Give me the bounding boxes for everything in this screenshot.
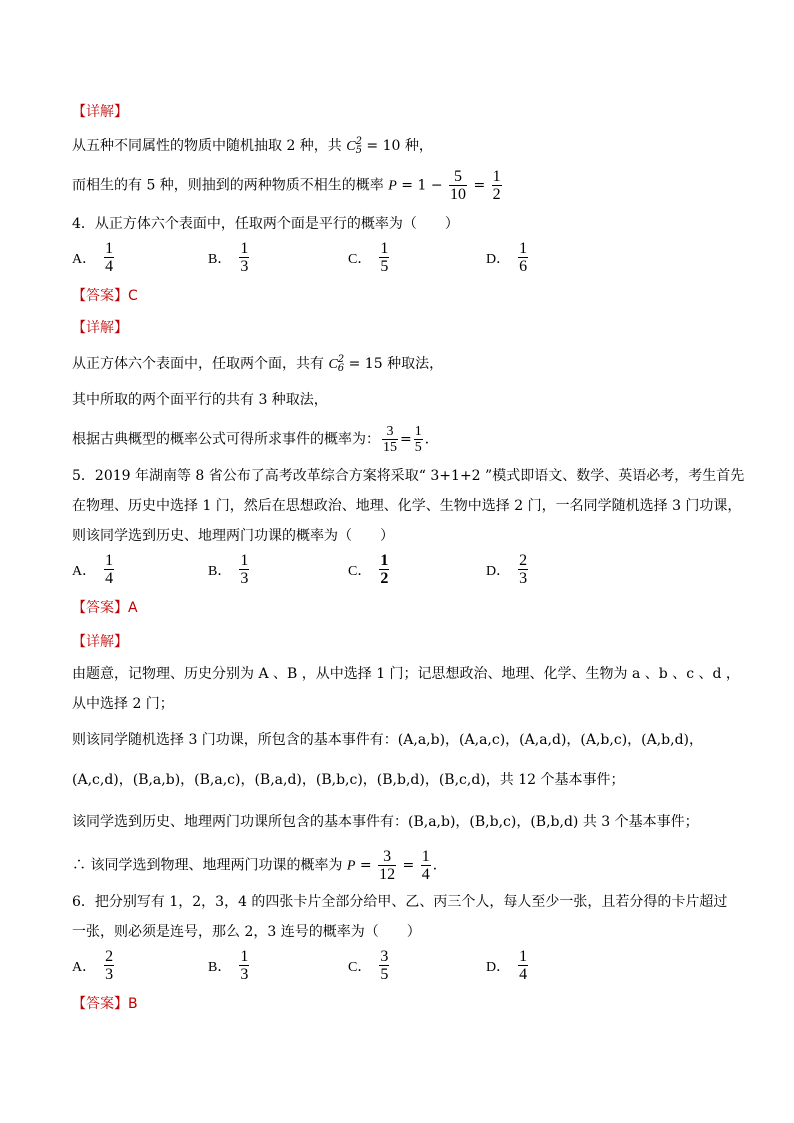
- fraction: [379, 240, 389, 275]
- fraction: [104, 552, 114, 587]
- q6-option-d[interactable]: [486, 948, 530, 983]
- text: =: [469, 177, 490, 194]
- q5-detail-line2: 从中选择 2 门；: [72, 696, 174, 712]
- q5-detail-label: [72, 632, 128, 652]
- fraction: [518, 552, 528, 587]
- num: 1: [240, 948, 249, 965]
- q4-detail-line1: [72, 354, 443, 375]
- fraction: [239, 552, 249, 587]
- prob-symbol: P: [346, 858, 356, 874]
- den: 12: [379, 866, 396, 883]
- num: 3: [382, 424, 398, 440]
- text: ∴ 该同学选到物理、地理两门功课的概率为: [72, 857, 347, 874]
- q5-option-b[interactable]: [208, 552, 251, 587]
- num: 3: [380, 948, 389, 965]
- text: ．: [432, 857, 447, 874]
- q5-stem-line2: 在物理、历史中选择 1 门，然后在思想政治、地理、化学、生物中选择 2 门，一名同学随机选择 3 门功课，: [72, 498, 742, 514]
- den: 15: [383, 440, 397, 455]
- detail-label-q3: [72, 102, 128, 122]
- q5-option-a[interactable]: [72, 552, 116, 587]
- den: 3: [519, 570, 528, 587]
- sub: 6: [337, 363, 345, 374]
- num: 1: [414, 424, 422, 439]
- option-label: B．: [208, 563, 232, 579]
- num: 2: [105, 948, 114, 965]
- q5-detail-line4: (A,c,d)，(B,a,b)，(B,a,c)，(B,a,d)，(B,b,c)，(B,b,d)，(B,c,d)，共 12 个基本事件；: [72, 772, 625, 788]
- fraction: [379, 948, 389, 983]
- den: 6: [519, 258, 528, 275]
- text: 从正方体六个表面中，任取两个面，共有: [72, 356, 329, 372]
- sup: 2: [337, 354, 345, 365]
- num: 1: [240, 240, 249, 257]
- den: 3: [105, 966, 114, 983]
- q4-option-a[interactable]: [72, 240, 116, 275]
- option-label: C．: [348, 563, 372, 579]
- q5-detail-line1: 由题意，记物理、历史分别为 A 、B ，从中选择 1 门；记思想政治、地理、化学、生物为 a 、b 、c 、d ，: [72, 666, 740, 682]
- detail-tag: 【详解】: [72, 104, 128, 120]
- num: 1: [519, 948, 528, 965]
- text: = 15 种取法，: [344, 356, 444, 372]
- q6-option-a[interactable]: [72, 948, 116, 983]
- fraction: [518, 240, 528, 275]
- den: 2: [380, 570, 389, 587]
- num: 1: [105, 240, 114, 257]
- den: 4: [519, 966, 528, 983]
- text: =: [398, 857, 419, 874]
- detail-tag: 【详解】: [72, 634, 128, 650]
- fraction: [379, 552, 389, 587]
- q5-detail-line3: 则该同学随机选择 3 门功课，所包含的基本事件有：(A,a,b)，(A,a,c)，(A,a,d)，(A,b,c)，(A,b,d)，: [72, 732, 704, 748]
- q5-detail-line5: 该同学选到历史、地理两门功课所包含的基本事件有：(B,a,b)，(B,b,c)，(B,b,d) 共 3 个基本事件；: [72, 814, 699, 830]
- q4-detail-line2: 其中所取的两个面平行的共有 3 种取法，: [72, 392, 328, 408]
- combination-symbol: C: [346, 139, 356, 154]
- answer-value: C: [128, 288, 138, 304]
- option-label: D．: [486, 959, 511, 975]
- q6-option-c[interactable]: [348, 948, 391, 983]
- q5-option-c[interactable]: [348, 552, 391, 587]
- text: 根据古典概型的概率公式可得所求事件的概率为：: [72, 431, 380, 448]
- text: = 1 −: [396, 177, 447, 194]
- num: 1: [519, 240, 528, 257]
- option-label: C．: [348, 959, 372, 975]
- num: 2: [519, 552, 528, 569]
- q4-stem: 4．从正方体六个表面中，任取两个面是平行的概率为（ ）: [72, 216, 459, 232]
- fraction: [382, 424, 398, 455]
- answer-value: A: [128, 600, 138, 616]
- q5-stem-line1: 5．2019 年湖南等 8 省公布了高考改革综合方案将采取“ 3+1+2 ”模式即语文、数学、英语必考，考生首先: [72, 468, 745, 484]
- q4-detail-label: [72, 318, 128, 338]
- combination-symbol: C: [328, 357, 338, 372]
- option-label: A．: [72, 959, 97, 975]
- den: 2: [492, 186, 501, 203]
- den: 10: [450, 186, 466, 203]
- num: 3: [378, 848, 396, 866]
- num: 1: [380, 240, 389, 257]
- fraction: [449, 168, 467, 203]
- fraction: [421, 848, 431, 883]
- den: 3: [240, 570, 249, 587]
- q6-answer: [72, 994, 138, 1014]
- fraction: [518, 948, 528, 983]
- text: 而相生的有 5 种，则抽到的两种物质不相生的概率: [72, 177, 389, 194]
- q5-detail-line6: [72, 848, 447, 883]
- fraction: [378, 848, 396, 883]
- q3-detail-line1: [72, 136, 433, 157]
- answer-value: B: [128, 996, 138, 1012]
- fraction: [492, 168, 502, 203]
- option-label: B．: [208, 959, 232, 975]
- den: 4: [105, 258, 114, 275]
- q4-option-b[interactable]: [208, 240, 251, 275]
- num: 1: [421, 848, 430, 865]
- den: 3: [240, 258, 249, 275]
- den: 4: [105, 570, 114, 587]
- q4-option-c[interactable]: [348, 240, 391, 275]
- text: = 10 种，: [361, 138, 433, 154]
- answer-tag: 【答案】: [72, 996, 128, 1012]
- prob-symbol: P: [388, 178, 397, 194]
- option-label: A．: [72, 563, 97, 579]
- fraction: [239, 948, 249, 983]
- fraction: [104, 240, 114, 275]
- text: =: [400, 431, 412, 448]
- q5-stem-line3: 则该同学选到历史、地理两门功课的概率为（ ）: [72, 528, 394, 544]
- num: 1: [380, 552, 389, 569]
- answer-tag: 【答案】: [72, 600, 128, 616]
- den: 3: [240, 966, 249, 983]
- fraction: [104, 948, 114, 983]
- den: 5: [380, 966, 389, 983]
- text: ．: [424, 431, 439, 448]
- q6-option-b[interactable]: [208, 948, 251, 983]
- den: 5: [414, 440, 422, 455]
- answer-tag: 【答案】: [72, 288, 128, 304]
- text: =: [355, 857, 377, 874]
- q5-answer: [72, 598, 138, 618]
- den: 4: [421, 866, 430, 883]
- q4-option-d[interactable]: [486, 240, 530, 275]
- option-label: A．: [72, 251, 97, 267]
- q4-detail-line3: [72, 424, 439, 455]
- option-label: B．: [208, 251, 232, 267]
- fraction: [414, 424, 423, 455]
- num: 1: [492, 168, 501, 185]
- option-label: D．: [486, 251, 511, 267]
- num: 1: [105, 552, 114, 569]
- sub: 5: [355, 145, 362, 156]
- fraction: [239, 240, 249, 275]
- text: 从五种不同属性的物质中随机抽取 2 种，共: [72, 138, 347, 154]
- q6-stem-line1: 6．把分别写有 1，2，3，4 的四张卡片全部分给甲、乙、丙三个人，每人至少一张，且若分得的卡片超过: [72, 894, 728, 910]
- q5-option-d[interactable]: [486, 552, 530, 587]
- num: 1: [240, 552, 249, 569]
- q4-answer: [72, 286, 138, 306]
- num: 5: [449, 168, 467, 186]
- detail-tag: 【详解】: [72, 320, 128, 336]
- q6-stem-line2: 一张，则必须是连号，那么 2，3 连号的概率为（ ）: [72, 924, 421, 940]
- option-label: D．: [486, 563, 511, 579]
- den: 5: [380, 258, 389, 275]
- q3-detail-line2: [72, 168, 504, 203]
- sup: 2: [355, 136, 362, 147]
- option-label: C．: [348, 251, 372, 267]
